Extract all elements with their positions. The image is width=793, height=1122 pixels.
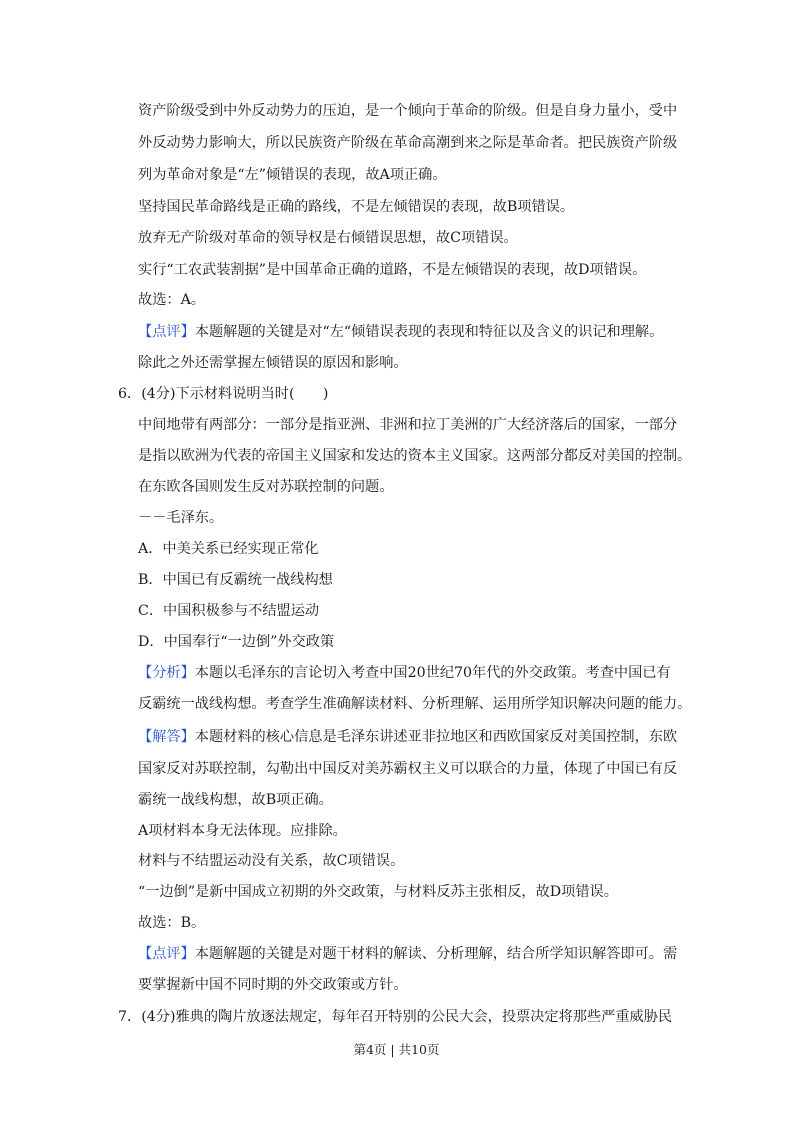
analysis-tag: 【分析】: [138, 665, 195, 681]
q5-comment-line: 除此之外还需掌握左倾错误的原因和影响。: [138, 355, 408, 371]
q6-solution: 【解答】本题材料的核心信息是毛泽东讲述亚非拉地区和西欧国家反对美国控制，东欧: [138, 729, 678, 745]
q5-analysis-line: 资产阶级受到中外反动势力的压迫，是一个倾向于革命的阶级。但是自身力量小，受中: [138, 103, 678, 119]
q5-analysis-line: 实行“工农武装割据”是中国革命正确的道路，不是左倾错误的表现，故D项错误。: [138, 262, 647, 278]
option-d: D．中国奉行“一边倒”外交政策: [138, 634, 335, 650]
q6-analysis-line: 反霸统一战线构想。考查学生准确解读材料、分析理解、运用所学知识解决问题的能力。: [138, 696, 692, 712]
q6-material-line: 在东欧各国则发生反对苏联控制的问题。: [138, 479, 394, 495]
q6-answer: 故选：B。: [138, 915, 206, 931]
q5-analysis-line: 坚持国民革命路线是正确的路线，不是左倾错误的表现，故B项错误。: [138, 199, 575, 215]
q6-material-line: 是指以欧洲为代表的帝国主义国家和发达的资本主义国家。这两部分都反对美国的控制。: [138, 448, 692, 464]
q6-solution-line: 材料与不结盟运动没有关系，故C项错误。: [138, 853, 405, 869]
q5-analysis-line: 列为革命对象是“左”倾错误的表现，故A项正确。: [138, 167, 447, 183]
q6-comment-line: 要掌握新中国不同时期的外交政策或方针。: [138, 977, 408, 993]
q6-source: －－毛泽东。: [138, 510, 224, 526]
q5-comment: 【点评】本题解题的关键是对“左“倾错误表现的表现和特征以及含义的识记和理解。: [138, 324, 664, 340]
q6-comment: 【点评】本题解题的关键是对题干材料的解读、分析理解，结合所学知识解答即可。需: [138, 946, 678, 962]
q6-solution-line: 国家反对苏联控制，勾勒出中国反对美苏霸权主义可以联合的力量，体现了中国已有反: [138, 761, 678, 777]
q6-solution-line: “一边倒”是新中国成立初期的外交政策，与材料反苏主张相反，故D项错误。: [138, 884, 618, 900]
q6-analysis: 【分析】本题以毛泽东的言论切入考查中国20世纪70年代的外交政策。考查中国已有: [138, 665, 671, 681]
q5-analysis-line: 外反动势力影响大，所以民族资产阶级在革命高潮到来之际是革命者。把民族资产阶级: [138, 135, 678, 151]
q5-answer: 故选：A。: [138, 292, 205, 308]
option-c: C．中国积极参与不结盟运动: [138, 603, 320, 619]
solution-tag: 【解答】: [138, 729, 195, 745]
q6-material-line: 中间地带有两部分：一部分是指亚洲、非洲和拉丁美洲的广大经济落后的国家，一部分: [138, 417, 678, 433]
q6-solution-line: 霸统一战线构想，故B项正确。: [138, 792, 333, 808]
question-6-stem: 6．(4分)下示材料说明当时( ): [118, 386, 329, 402]
option-a: A．中美关系已经实现正常化: [138, 541, 319, 557]
comment-tag: 【点评】: [138, 324, 195, 340]
q6-solution-line: A项材料本身无法体现。应排除。: [138, 823, 347, 839]
q5-analysis-line: 放弃无产阶级对革命的领导权是右倾错误思想，故C项错误。: [138, 230, 518, 246]
comment-tag: 【点评】: [138, 946, 195, 962]
question-7-stem: 7．(4分)雅典的陶片放逐法规定，每年召开特别的公民大会，投票决定将那些严重威胁民: [118, 1009, 673, 1025]
option-b: B．中国已有反霸统一战线构想: [138, 572, 333, 588]
page-footer: 第4页 | 共10页: [353, 1042, 440, 1057]
